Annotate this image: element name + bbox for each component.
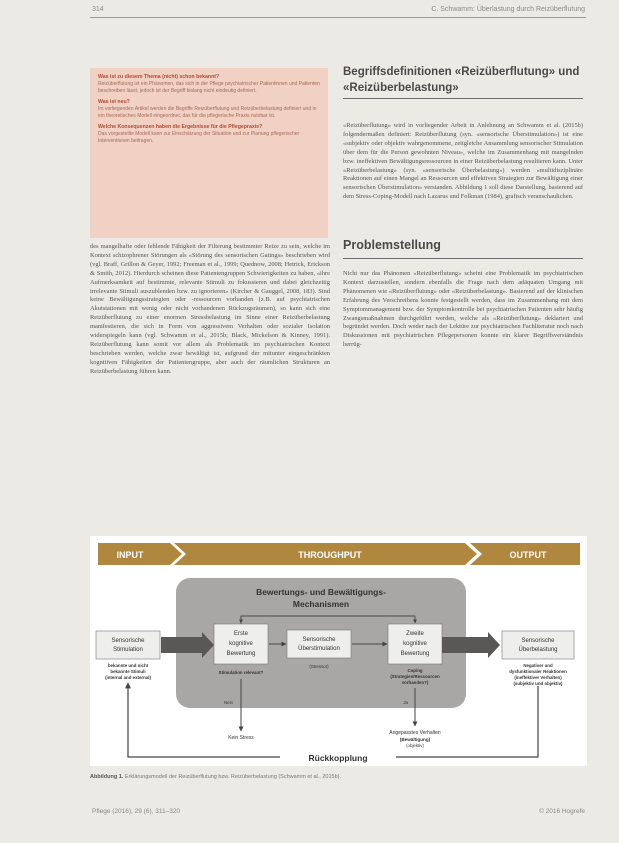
first-appraisal-line1: Erste	[233, 631, 249, 637]
stimulation-note1: bekannte und nicht	[107, 663, 149, 668]
overload-box	[502, 631, 574, 659]
header-rule	[90, 17, 586, 18]
second-appraisal-line3: Bewertung	[400, 651, 430, 657]
caption-label: Abbildung 1.	[90, 774, 124, 780]
no-stress-label: Kein Stress	[228, 735, 254, 741]
definition-paragraph: «Reizüberflutung» wird in vorliegender Arbeit in Anlehnung an Schwamm et al. (2015b) folgendermaßen definiert: Reizüberflutung (syn. «sensorische Überstimulation») ist eine «subjektiv oder objektiv wahrgenommene, zeitgleiche Ansammlung sensorischer Stimulation über dem für die Person gewohnten Niveau», welche im Zusammenhang mit mangelnden bzw. ineffektiven Bewältigungsressourcen in einer Reizüberbelastung resultieren kann. Unter «Reizüberbelastung» (syn. «sensorische Überbelastung») werden «multidisziplinäre Reaktionen auf einen Mangel an Ressourcen und effektiven Strategien zur Bewältigung einer sensorischen Überstimulation» verstanden. Abbildung 1 soll diese Darstellung, basierend auf dem Stress-Coping-Modell nach Lazarus und Folkman (1984), grafisch veranschaulichen.	[343, 122, 583, 201]
first-appraisal-line2: kognitive	[229, 641, 253, 647]
stimulation-note3: (internal and external)	[105, 675, 151, 680]
label-ja: Ja	[403, 700, 408, 705]
footer-copyright: © 2016 Hogrefe	[539, 808, 585, 815]
problem-heading-rule	[343, 258, 583, 259]
footer-citation: Pflege (2016), 29 (6), 311–320	[92, 808, 181, 815]
first-appraisal-line3: Bewertung	[226, 651, 256, 657]
box-answer-1: Reizüberflutung ist ein Phänomen, das sich in der Pflege psychiatrischer Patientinnen und Patienten beschreiben lässt, jedoch ist der Begriff bislang nicht eindeutig definiert.	[98, 81, 320, 94]
page-number: 314	[92, 6, 104, 13]
coping-note1: (Strategien/Ressourcen	[390, 674, 440, 679]
adapted-line2: (Bewältigung)	[399, 737, 431, 742]
output-label: OUTPUT	[509, 550, 547, 560]
overload-line2: Überbelastung	[518, 647, 558, 653]
key-questions-box	[90, 68, 328, 238]
definition-heading-rule	[343, 98, 583, 99]
definition-text	[343, 122, 583, 202]
second-appraisal-line2: kognitive	[403, 641, 427, 647]
mechanism-title-line2: Mechanismen	[292, 599, 350, 609]
left-paragraph: des mangelhafte oder fehlende Fähigkeit der Filterung bestimmter Reize zu sein, welche im Kontext schizophrener Störungen als «Störung des sensorischen Gatings» beschrieben wird (vgl. Braff, Grillon & Geyer, 1992; Freeman et al., 1999; Quednow, 2008; Hetrick, Erickson & Smith, 2012). Hierdurch scheinen diese Patientengruppen Schwierigkeiten zu haben, «ihre Aufmerksamkeit auf bestimmte, relevante Stimuli zu fokussieren und dabei gleichzeitig irrelevante Stimuli auszublenden bzw. zu ignorieren» (Kircher & Gauggel, 2008, 183). Sind keine Bewältigungsstrategien oder -ressourcen vorhanden (z.B. auf psychiatrischen Akutstationen mit wenig oder nicht vorhandenen Rückzugsräumen), so kann sich eine Reizüberflutung zu einer enormen Stressbelastung im Sinne einer Reizüberbelastung manifestieren, die sich in Form von aggressivem Verhalten oder sozialer Isolation widerspiegeln kann (vgl. Schwamm et al., 2015b; Black, Mickelson & Kinney, 1991). Reizüberflutung kann somit vor allem als Problematik im psychiatrischen Kontext beschrieben werden, welche zwar bewältigt ist, aufgrund der mitunter eingeschränkten kognitiven Fähigkeiten der Patientengruppe, aber auch der räumlichen Strukturen an Reizüberbelastung führen kann.	[90, 243, 330, 375]
overload-note3: (ineffektiver Verhalten)	[514, 675, 562, 680]
coping-note2: vorhanden?)	[401, 680, 429, 685]
stimulation-line2: Stimulation	[113, 647, 143, 653]
definition-heading: Begriffsdefinitionen «Reizüberflutung» und «Reizüberbelastung»	[343, 66, 580, 94]
stimulation-line1: Sensorische	[111, 638, 145, 644]
label-nein: Nein	[223, 700, 233, 705]
overstimulation-line2: Überstimulation	[298, 646, 340, 652]
second-appraisal-line1: Zweite	[406, 631, 424, 637]
overstimulation-line1: Sensorische	[302, 637, 336, 643]
box-answer-2: Im vorliegenden Artikel werden die Begriffe Reizüberflutung und Reizüberbelastung definiert und in ein theoretisches Modell eingeordnet, das für die pflegerische Praxis nutzbar ist.	[98, 106, 317, 119]
box-question-2: Was ist neu?	[98, 99, 130, 105]
box-question-3: Welche Konsequenzen haben die Ergebnisse für die Pflegepraxis?	[98, 124, 263, 130]
mechanism-title-line1: Bewertungs- und Bewältigungs-	[256, 587, 386, 597]
feedback-label: Rückkopplung	[308, 753, 368, 763]
problem-paragraph: Nicht nur das Phänomen «Reizüberflutung» scheint eine Problematik im psychiatrischen Kontext darzustellen, sondern ebenfalls die Frage nach dem adäquaten Umgang mit Phänomenen wie «Reizüberflutung» oder «Reizüberbelastung». Basierend auf der klinischen Erfahrung des Verschreibens konnte festgestellt werden, dass im Zusammenhang mit dem Symptommanagement bzw. der Symptomkontrolle bei psychiatrischen Patienten sehr häufig Zwangsmaßnahmen durchgeführt werden, welche als «Reizüberflutung» deklariert und begründet werden. Doch weder nach der Lektüre zur psychiatrischen Fachliteratur noch nach Diskussionen mit psychiatrischen Pflegepersonen konnte ein klarer Begriffsverständnis herrüg-	[343, 270, 583, 349]
box-answer-3: Das vorgestellte Modell kann zur Einschätzung der Situation und zur Planung pflegerischer Interventionen beitragen.	[98, 131, 300, 144]
overstimulation-box	[287, 630, 351, 658]
box-question-1: Was ist zu diesem Thema (nicht) schon bekannt?	[98, 74, 220, 80]
throughput-label: THROUGHPUT	[298, 550, 362, 560]
stress-coping-model-figure	[90, 536, 587, 766]
adapted-line1: Angepasstes Verhalten	[389, 730, 441, 736]
overload-note4: (subjektiv und objektiv)	[513, 681, 563, 686]
stimulation-note2: bekannte Stimuli	[110, 669, 146, 674]
left-column-text	[90, 243, 330, 377]
running-title: C. Schwamm: Überlastung durch Reizüberflutung	[431, 6, 585, 13]
problem-heading: Problemstellung	[343, 238, 441, 252]
caption-text: Erklärungsmodell der Reizüberflutung bzw. Reizüberbelastung (Schwamm et al., 2015b).	[124, 774, 341, 780]
figure-caption	[90, 774, 341, 780]
overload-line1: Sensorische	[521, 638, 555, 644]
adapted-line3: (objektiv)	[406, 743, 424, 748]
problem-text	[343, 270, 583, 350]
stimulation-box	[96, 631, 160, 659]
coping-label: Coping	[407, 668, 423, 673]
overload-note2: dysfunktionaler Reaktionen	[509, 669, 567, 674]
input-label: INPUT	[116, 550, 144, 560]
first-appraisal-note: Stimulation relevant?	[218, 670, 264, 675]
overload-note1: Negativer und	[523, 663, 553, 668]
overstimulation-note: (Stressor)	[309, 664, 329, 669]
